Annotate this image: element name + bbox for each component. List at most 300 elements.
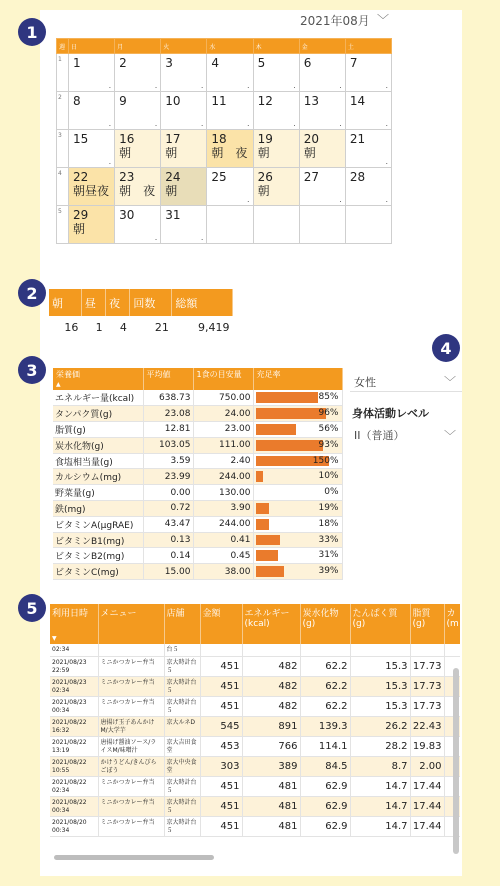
history-protein: 15.3 [350, 676, 410, 696]
history-store: 京大時計台５ [164, 816, 200, 836]
calendar-day-cell[interactable] [69, 54, 115, 92]
calendar-day-cell[interactable] [115, 54, 161, 92]
section-badge-1: 1 [18, 18, 46, 46]
fulfillment-cell [253, 564, 342, 580]
day-number: 6 [303, 56, 312, 70]
calcium-header[interactable]: カ (m [444, 604, 460, 644]
nutrient-average: 0.14 [143, 548, 193, 564]
table-row[interactable] [53, 422, 342, 438]
fulfillment-bar [256, 566, 284, 577]
fulfillment-bar [256, 424, 297, 435]
fulfillment-cell [253, 501, 342, 517]
history-energy: 482 [242, 656, 300, 676]
history-menu: 唐揚げ醤油ソース/ライスM/味噌汁 [98, 736, 164, 756]
nutrient-name: 食塩相当量(g) [53, 453, 143, 469]
fulfillment-rate: 31% [318, 550, 339, 561]
history-energy: 481 [242, 816, 300, 836]
nutrient-average: 43.47 [143, 516, 193, 532]
day-number: 4 [211, 56, 220, 70]
lunch-count: 1 [95, 320, 103, 334]
nutrient-target: 38.00 [193, 564, 253, 580]
history-price: 451 [200, 796, 242, 816]
table-row[interactable] [53, 485, 342, 501]
meal-count-table [49, 289, 233, 338]
calendar-day-cell[interactable] [69, 92, 115, 130]
day-dot: . [108, 119, 112, 128]
history-energy: 766 [242, 736, 300, 756]
day-dot: . [247, 195, 250, 204]
fat-header[interactable]: 脂質 (g) [410, 604, 444, 644]
history-date: 2021/08/23 22:59 [50, 656, 98, 676]
nutrient-average: 23.08 [143, 406, 193, 422]
nutrient-target: 130.00 [193, 485, 253, 501]
nutrient-target: 23.00 [193, 422, 253, 438]
calendar-week-row [57, 130, 392, 168]
history-fat: 19.83 [410, 736, 444, 756]
weekday-header: 金 [299, 39, 345, 54]
nutrient-target: 750.00 [193, 390, 253, 406]
history-store: 京大時計台５ [164, 776, 200, 796]
calendar-day-cell[interactable] [345, 92, 391, 130]
history-store: 京大時計台５ [164, 656, 200, 676]
section-badge-3: 3 [18, 356, 46, 384]
fulfillment-cell [253, 437, 342, 453]
table-row[interactable] [53, 564, 342, 580]
history-menu: ミニかつカレー弁当 [98, 656, 164, 676]
calendar-day-cell[interactable] [253, 92, 299, 130]
chevron-down-icon[interactable]: ﹀ [377, 13, 390, 27]
fulfillment-bar [256, 535, 280, 546]
total-amount: 9,419 [198, 320, 230, 334]
calendar-day-cell[interactable] [299, 92, 345, 130]
calendar-day-cell[interactable] [299, 130, 345, 168]
activity-level-label: 身体活動レベル [352, 407, 429, 420]
fulfillment-bar [256, 471, 263, 482]
nutrient-target: 24.00 [193, 406, 253, 422]
day-dot: . [385, 119, 388, 128]
week-number: 5 [57, 206, 69, 244]
history-carb: 139.3 [300, 716, 350, 736]
sex-dropdown[interactable] [350, 370, 462, 392]
history-date: 2021/08/23 02:34 [50, 676, 98, 696]
history-carb: 84.5 [300, 756, 350, 776]
week-number: 3 [57, 130, 69, 168]
fulfillment-rate: 33% [318, 534, 339, 545]
history-menu: ミニかつカレー弁当 [98, 776, 164, 796]
day-number: 24 [165, 170, 181, 184]
history-date: 2021/08/20 00:34 [50, 816, 98, 836]
weekday-header: 木 [253, 39, 299, 54]
activity-level-dropdown[interactable] [350, 424, 462, 444]
day-dot: . [293, 81, 296, 90]
day-dot: . [108, 81, 112, 90]
calendar-day-cell[interactable] [207, 130, 253, 168]
day-number: 9 [119, 94, 127, 108]
history-carb: 62.2 [300, 696, 350, 716]
day-number: 19 [257, 132, 273, 146]
history-date: 2021/08/22 02:34 [50, 776, 98, 796]
day-dot: . [154, 233, 158, 242]
history-energy: 481 [242, 796, 300, 816]
table-row[interactable] [53, 390, 342, 406]
day-number: 17 [165, 132, 181, 146]
calendar-day-cell[interactable] [299, 54, 345, 92]
history-menu: かけうどん/きんぴらごぼう [98, 756, 164, 776]
history-horizontal-scrollbar[interactable] [54, 855, 214, 860]
nutrient-name: ビタミンA(μgRAE) [53, 516, 143, 532]
nutrient-name: ビタミンB1(mg) [53, 532, 143, 548]
history-price: 451 [200, 776, 242, 796]
fulfillment-bar [256, 519, 269, 530]
nutrient-name: ビタミンB2(mg) [53, 548, 143, 564]
calendar-table [56, 38, 392, 244]
day-number: 12 [257, 94, 273, 108]
day-number: 21 [349, 132, 366, 146]
nutrient-average: 0.00 [143, 485, 193, 501]
weekday-header: 土 [345, 39, 391, 54]
day-number: 5 [257, 56, 266, 70]
history-energy: 481 [242, 776, 300, 796]
calendar-day-cell[interactable] [299, 206, 345, 244]
day-number: 7 [349, 56, 358, 70]
calendar-day-cell[interactable] [161, 206, 207, 244]
day-number: 3 [165, 56, 173, 70]
fulfillment-rate: 19% [318, 503, 339, 514]
nutrient-target: 244.00 [193, 469, 253, 485]
calendar-day-cell[interactable] [345, 130, 391, 168]
history-protein: 28.2 [350, 736, 410, 756]
history-energy: 482 [242, 676, 300, 696]
history-protein: 14.7 [350, 796, 410, 816]
table-row[interactable] [53, 501, 342, 517]
day-number: 18 [211, 132, 227, 146]
calendar-day-cell[interactable] [115, 168, 161, 206]
fulfillment-cell [253, 516, 342, 532]
history-fat: 17.44 [410, 816, 444, 836]
chevron-down-icon[interactable]: ﹀ [443, 375, 456, 389]
table-row[interactable] [50, 816, 460, 836]
table-row[interactable] [50, 776, 460, 796]
day-dot: . [247, 119, 250, 128]
fulfillment-rate: 39% [318, 566, 339, 577]
calendar-day-cell[interactable] [345, 168, 391, 206]
day-number: 22 [73, 170, 89, 184]
day-dot: . [108, 157, 112, 166]
weekday-header: 月 [115, 39, 161, 54]
calendar-day-cell[interactable] [207, 168, 253, 206]
day-number: 30 [119, 208, 135, 222]
history-fat: 17.73 [410, 656, 444, 676]
sort-desc-icon[interactable]: ▼ [52, 635, 57, 642]
nutrient-name: エネルギー量(kcal) [53, 390, 143, 406]
history-energy: 891 [242, 716, 300, 736]
table-row[interactable] [50, 756, 460, 776]
average-header[interactable]: 平均値 [143, 368, 193, 390]
fulfillment-cell [253, 532, 342, 548]
history-menu: ミニかつカレー弁当 [98, 796, 164, 816]
day-dot: . [200, 233, 204, 242]
history-protein: 15.3 [350, 656, 410, 676]
fulfillment-rate: 10% [318, 471, 339, 482]
nutrient-target: 111.00 [193, 437, 253, 453]
history-store: 京大吉田食堂 [164, 736, 200, 756]
history-date: 02:34 [50, 644, 98, 656]
meal-marks: 朝 [119, 146, 132, 160]
table-row[interactable] [50, 676, 460, 696]
carb-header[interactable]: 炭水化物 (g) [300, 604, 350, 644]
table-row[interactable] [53, 406, 342, 422]
fulfillment-cell [253, 548, 342, 564]
section-badge-2: 2 [18, 279, 46, 307]
fulfillment-rate: 96% [318, 408, 339, 419]
history-table-viewport[interactable] [50, 604, 460, 856]
day-number: 26 [257, 170, 273, 184]
day-number: 11 [211, 94, 227, 108]
dinner-header: 夜 [106, 289, 130, 316]
history-carb: 62.2 [300, 656, 350, 676]
weekday-header: 週 [57, 39, 69, 54]
date-header[interactable]: 利用日時 ▼ [50, 604, 98, 644]
day-number: 16 [119, 132, 135, 146]
month-selector[interactable]: 2021年08月 [300, 14, 370, 28]
day-number: 28 [349, 170, 366, 184]
nutrient-header[interactable]: 栄養価 ▲ [53, 368, 143, 390]
nutrient-target: 3.90 [193, 501, 253, 517]
history-price: 451 [200, 656, 242, 676]
nutrient-name: タンパク質(g) [53, 406, 143, 422]
fulfillment-cell [253, 422, 342, 438]
table-row[interactable] [53, 516, 342, 532]
table-row[interactable] [50, 716, 460, 736]
history-carb: 62.9 [300, 776, 350, 796]
protein-header[interactable]: たんぱく質 (g) [350, 604, 410, 644]
day-dot: . [339, 81, 342, 90]
fulfillment-rate: 93% [318, 439, 339, 450]
meal-marks: 朝 夜 [119, 184, 156, 198]
table-row[interactable] [50, 736, 460, 756]
calendar-day-cell[interactable] [299, 168, 345, 206]
nutrient-average: 0.13 [143, 532, 193, 548]
day-number: 25 [211, 170, 227, 184]
history-energy: 482 [242, 696, 300, 716]
nutrient-name: ビタミンC(mg) [53, 564, 143, 580]
history-fat: 17.44 [410, 796, 444, 816]
calendar-day-cell[interactable] [253, 168, 299, 206]
calendar-day-cell[interactable] [115, 92, 161, 130]
history-store: 台５ [164, 644, 200, 656]
fulfillment-cell [253, 406, 342, 422]
nutrient-average: 23.99 [143, 469, 193, 485]
fulfillment-rate: 0% [324, 487, 339, 498]
day-number: 15 [73, 132, 89, 146]
day-number: 10 [165, 94, 181, 108]
nutrient-average: 3.59 [143, 453, 193, 469]
menu-header[interactable]: メニュー [98, 604, 164, 644]
history-protein: 26.2 [350, 716, 410, 736]
fulfillment-rate: 85% [318, 392, 339, 402]
calendar-day-cell[interactable] [69, 130, 115, 168]
day-number: 2 [119, 56, 127, 70]
day-number: 1 [73, 56, 81, 70]
calendar-day-cell[interactable] [253, 54, 299, 92]
history-energy: 389 [242, 756, 300, 776]
nutrient-name: 鉄(mg) [53, 501, 143, 517]
nutrient-name: 脂質(g) [53, 422, 143, 438]
table-row[interactable] [50, 796, 460, 816]
history-fat: 17.73 [410, 676, 444, 696]
table-row[interactable] [53, 437, 342, 453]
history-fat: 17.44 [410, 776, 444, 796]
history-fat: 2.00 [410, 756, 444, 776]
history-date: 2021/08/22 13:19 [50, 736, 98, 756]
calendar-day-cell[interactable] [161, 54, 207, 92]
day-number: 8 [73, 94, 81, 108]
table-row[interactable] [50, 696, 460, 716]
history-store: 京大ルネD [164, 716, 200, 736]
table-row[interactable] [53, 469, 342, 485]
fulfillment-bar [256, 392, 318, 403]
lunch-header: 昼 [81, 289, 105, 316]
section-badge-5: 5 [18, 594, 46, 622]
meal-marks: 朝 [303, 146, 316, 160]
nutrient-average: 15.00 [143, 564, 193, 580]
breakfast-count: 16 [64, 320, 79, 334]
meal-marks: 朝 [165, 146, 178, 160]
table-row[interactable] [50, 656, 460, 676]
fulfillment-rate: 150% [312, 455, 339, 466]
store-header[interactable]: 店舗 [164, 604, 200, 644]
sex-value: 女性 [354, 376, 376, 389]
fulfillment-cell [253, 453, 342, 469]
day-dot: . [385, 157, 388, 166]
calendar-day-cell[interactable] [253, 206, 299, 244]
calendar-day-cell[interactable] [69, 206, 115, 244]
day-dot: . [339, 195, 342, 204]
weekday-header: 水 [207, 39, 253, 54]
week-number: 4 [57, 168, 69, 206]
day-dot: . [339, 119, 342, 128]
day-dot: . [154, 119, 158, 128]
history-date: 2021/08/22 10:55 [50, 756, 98, 776]
table-row[interactable] [53, 453, 342, 469]
history-vertical-scrollbar[interactable] [453, 668, 459, 854]
fulfillment-bar [256, 550, 279, 561]
fulfillment-cell [253, 485, 342, 501]
history-menu: 唐揚げ玉子あんかけM/大学芋 [98, 716, 164, 736]
nutrient-average: 103.05 [143, 437, 193, 453]
calendar-day-cell[interactable] [69, 168, 115, 206]
meal-marks: 朝昼夜 [73, 184, 110, 198]
history-date: 2021/08/22 16:32 [50, 716, 98, 736]
day-number: 27 [303, 170, 319, 184]
history-store: 京大時計台５ [164, 696, 200, 716]
history-carb: 62.9 [300, 796, 350, 816]
calendar-day-cell[interactable] [115, 130, 161, 168]
day-number: 20 [303, 132, 319, 146]
history-table [50, 604, 460, 837]
history-date: 2021/08/22 00:34 [50, 796, 98, 816]
history-date: 2021/08/23 00:34 [50, 696, 98, 716]
section-badge-4: 4 [432, 334, 460, 362]
nutrient-target: 244.00 [193, 516, 253, 532]
history-fat: 22.43 [410, 716, 444, 736]
history-carb: 114.1 [300, 736, 350, 756]
nutrient-name: 野菜量(g) [53, 485, 143, 501]
day-number: 23 [119, 170, 135, 184]
meal-marks: 朝 [257, 184, 270, 198]
calendar-day-cell[interactable] [207, 54, 253, 92]
energy-header[interactable]: エネルギー (kcal) [242, 604, 300, 644]
week-number: 2 [57, 92, 69, 130]
fulfillment-header[interactable]: 充足率 [253, 368, 342, 390]
calendar-day-cell[interactable] [253, 130, 299, 168]
fulfillment-rate: 18% [318, 518, 339, 529]
calendar-day-cell[interactable] [207, 92, 253, 130]
calendar-day-cell[interactable] [345, 206, 391, 244]
day-number: 29 [73, 208, 89, 222]
history-carb: 62.9 [300, 816, 350, 836]
table-row[interactable] [53, 532, 342, 548]
breakfast-header: 朝 [49, 289, 81, 316]
price-header[interactable]: 金額 [200, 604, 242, 644]
calendar-day-cell[interactable] [161, 92, 207, 130]
calendar-day-cell[interactable] [161, 130, 207, 168]
history-protein: 15.3 [350, 696, 410, 716]
history-menu: ミニかつカレー弁当 [98, 696, 164, 716]
day-dot: . [247, 81, 250, 90]
day-dot: . [200, 81, 204, 90]
nutrient-average: 638.73 [143, 390, 193, 406]
table-row[interactable] [50, 644, 460, 656]
history-store: 京大中央食堂 [164, 756, 200, 776]
count-header: 回数 [130, 289, 172, 316]
calendar-week-row [57, 168, 392, 206]
calendar-day-cell[interactable] [161, 168, 207, 206]
nutrient-target: 2.40 [193, 453, 253, 469]
weekday-header: 火 [161, 39, 207, 54]
day-dot: . [293, 119, 296, 128]
day-dot: . [385, 195, 388, 204]
target-header[interactable]: 1食の目安量 [193, 368, 253, 390]
calendar-day-cell[interactable] [207, 206, 253, 244]
history-price: 545 [200, 716, 242, 736]
calendar-week-row [57, 206, 392, 244]
day-number: 31 [165, 208, 181, 222]
day-dot: . [154, 81, 158, 90]
history-protein: 14.7 [350, 816, 410, 836]
history-menu: ミニかつカレー弁当 [98, 676, 164, 696]
nutrient-average: 12.81 [143, 422, 193, 438]
history-price: 451 [200, 696, 242, 716]
fulfillment-rate: 56% [318, 424, 339, 435]
nutrient-name: 炭水化物(g) [53, 437, 143, 453]
calendar-day-cell[interactable] [115, 206, 161, 244]
day-dot: . [200, 119, 204, 128]
chevron-down-icon[interactable]: ﹀ [443, 429, 456, 443]
day-dot: . [385, 81, 388, 90]
history-price: 451 [200, 676, 242, 696]
meal-marks: 朝 [257, 146, 270, 160]
calendar-day-cell[interactable] [345, 54, 391, 92]
sort-asc-icon[interactable]: ▲ [56, 381, 61, 388]
activity-level-value: II（普通） [354, 429, 405, 442]
fulfillment-bar [256, 440, 324, 451]
fulfillment-cell [253, 390, 342, 406]
meal-marks: 朝 [73, 222, 86, 236]
table-row[interactable] [53, 548, 342, 564]
nutrition-table [53, 368, 343, 580]
history-price: 303 [200, 756, 242, 776]
